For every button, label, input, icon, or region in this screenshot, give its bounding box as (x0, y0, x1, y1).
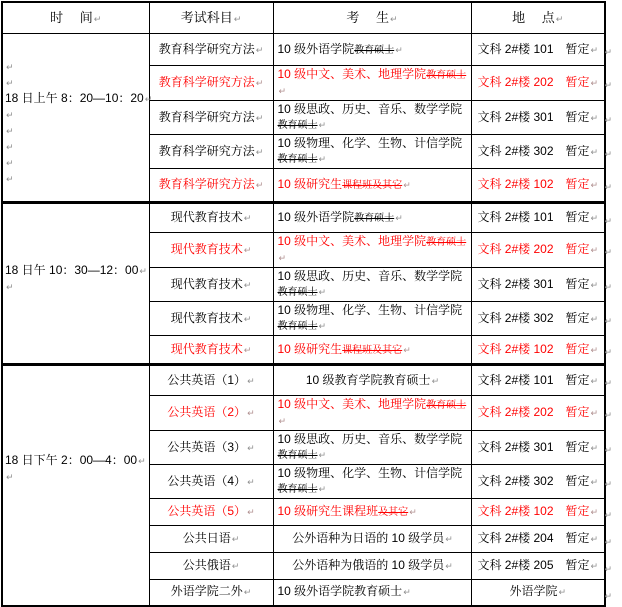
strikethrough-deleted-text: 教育硕士 (277, 154, 318, 165)
row-end-mark-icon: ↵ (604, 590, 612, 601)
col-header-subject (149, 2, 273, 34)
col-header-examinee-label: 考 生 (346, 9, 390, 25)
paragraph-mark-icon: ↵ (247, 476, 255, 487)
row-end-mark-icon: ↵ (604, 114, 612, 125)
paragraph-mark-icon: ↵ (243, 245, 252, 255)
subject-label: 公共英语（3） (167, 439, 247, 454)
paragraph-mark-icon: ↵ (139, 266, 147, 276)
time-cell-content (5, 204, 149, 294)
subject-cell (149, 465, 273, 499)
paragraph-mark-icon: ↵ (390, 13, 398, 24)
row-end-mark-icon: ↵ (604, 315, 612, 326)
paragraph-mark-icon: ↵ (590, 476, 599, 487)
strikethrough-deleted-text: 教育硕士 (277, 287, 318, 298)
col-header-location-label: 地 点 (512, 9, 555, 25)
subject-label: 现代教育技术 (170, 310, 243, 325)
paragraph-mark-icon: ↵ (247, 442, 255, 453)
examinee-cell (273, 431, 471, 465)
paragraph-mark-icon: ↵ (590, 313, 599, 324)
location-cell (471, 499, 612, 526)
subject-cell (149, 101, 273, 135)
strikethrough-deleted-text: 课程班及其它 (342, 180, 403, 191)
paragraph-mark-icon: ↵ (590, 44, 599, 55)
subject-cell (149, 203, 273, 233)
subject-label: 教育科学研究方法 (158, 75, 255, 89)
subject-label: 公共英语（4） (167, 473, 247, 488)
location-cell (471, 169, 612, 203)
examinee-cell (273, 396, 471, 431)
location-cell (471, 268, 612, 302)
time-cell-content (5, 366, 149, 484)
paragraph-mark-icon: ↵ (6, 472, 14, 482)
location-label: 文科 2#楼 202 暂定 (477, 242, 590, 256)
subject-cell (149, 526, 273, 553)
time-label-line (5, 262, 149, 278)
paragraph-mark-icon: ↵ (255, 146, 264, 157)
paragraph-mark-icon: ↵ (231, 561, 240, 571)
examinee-label: 10 级研究生 (277, 177, 343, 191)
paragraph-mark-icon: ↵ (233, 13, 242, 24)
table-row (2, 203, 605, 233)
paragraph-mark-icon: ↵ (255, 44, 264, 55)
location-cell (471, 431, 612, 465)
row-end-mark-icon: ↵ (604, 510, 612, 521)
examinee-cell (273, 465, 471, 499)
time-label-line (5, 90, 153, 106)
paragraph-mark-icon: ↵ (247, 375, 255, 386)
subject-label: 公共俄语 (182, 558, 231, 572)
location-cell (471, 203, 612, 233)
time-label: 18 日下午 2：00—4：00 (5, 453, 138, 467)
location-label: 文科 2#楼 204 暂定 (477, 531, 590, 545)
examinee-cell (273, 203, 471, 233)
empty-paragraph (5, 138, 149, 154)
strikethrough-deleted-text: 教育硕士 (277, 484, 318, 495)
paragraph-mark-icon: ↵ (395, 44, 403, 55)
location-label: 文科 2#楼 205 暂定 (477, 558, 590, 572)
examinee-label: 10 级思政、历史、音乐、数学学院 (277, 269, 463, 283)
location-label: 文科 2#楼 101 暂定 (477, 41, 590, 56)
time-label: 18 日午 10：30—12：00 (5, 263, 139, 277)
examinee-cell (273, 580, 471, 606)
strikethrough-deleted-text: 教育硕士 (277, 450, 318, 461)
examinee-label: 10 级教育学院教育硕士 (305, 372, 431, 387)
empty-paragraph (5, 154, 149, 170)
paragraph-mark-icon: ↵ (590, 534, 599, 544)
examinee-label: 10 级物理、化学、生物、计信学院 (277, 466, 463, 480)
time-cell-content (5, 34, 153, 186)
row-end-mark-icon: ↵ (604, 182, 612, 193)
examinee-cell (273, 34, 471, 66)
exam-schedule-table (1, 1, 612, 607)
paragraph-mark-icon: ↵ (255, 112, 264, 123)
location-cell (471, 553, 612, 580)
paragraph-mark-icon: ↵ (6, 158, 14, 168)
table-row (2, 365, 605, 396)
row-end-mark-icon: ↵ (604, 478, 612, 489)
strikethrough-deleted-text: 课程班及其它 (342, 344, 403, 356)
location-cell (471, 465, 612, 499)
paragraph-mark-icon: ↵ (144, 94, 153, 104)
paragraph-mark-icon: ↵ (318, 287, 327, 297)
examinee-label: 10 级中文、美术、地理学院 (277, 234, 427, 248)
paragraph-mark-icon: ↵ (590, 112, 599, 123)
subject-label: 教育科学研究方法 (158, 177, 255, 191)
paragraph-mark-icon: ↵ (590, 213, 599, 223)
paragraph-mark-icon: ↵ (6, 282, 14, 292)
location-label: 文科 2#楼 301 暂定 (477, 439, 590, 454)
location-label: 文科 2#楼 302 暂定 (477, 310, 590, 325)
paragraph-mark-icon: ↵ (278, 86, 287, 96)
location-cell (471, 302, 612, 336)
subject-label: 公共英语（2） (167, 405, 247, 419)
examinee-cell (273, 499, 471, 526)
paragraph-mark-icon: ↵ (409, 507, 417, 517)
schedule-body (2, 34, 612, 606)
paragraph-mark-icon: ↵ (590, 561, 599, 571)
examinee-label: 10 级外语学院教育硕士 (277, 584, 403, 599)
subject-label: 公共英语（5） (167, 504, 247, 518)
paragraph-mark-icon: ↵ (318, 450, 327, 460)
location-label: 文科 2#楼 102 暂定 (477, 341, 590, 356)
paragraph-mark-icon: ↵ (590, 146, 599, 157)
subject-cell (149, 499, 273, 526)
location-cell (471, 34, 612, 66)
paragraph-mark-icon: ↵ (243, 213, 252, 223)
paragraph-mark-icon: ↵ (318, 321, 327, 331)
empty-paragraph (5, 170, 149, 186)
paragraph-mark-icon: ↵ (318, 154, 327, 164)
row-end-mark-icon: ↵ (604, 46, 612, 57)
paragraph-mark-icon: ↵ (558, 587, 567, 598)
examinee-label: 公外语种为日语的 10 级学员 (292, 531, 445, 545)
paragraph-mark-icon: ↵ (590, 245, 599, 255)
paragraph-mark-icon: ↵ (590, 442, 599, 453)
paragraph-mark-icon: ↵ (243, 313, 252, 324)
empty-paragraph (5, 106, 149, 122)
subject-cell (149, 268, 273, 302)
subject-cell (149, 34, 273, 66)
examinee-label: 10 级中文、美术、地理学院 (277, 397, 427, 411)
col-header-subject-label: 考试科目 (180, 9, 233, 25)
row-end-mark-icon: ↵ (604, 537, 612, 548)
paragraph-mark-icon: ↵ (278, 416, 287, 426)
location-cell (471, 526, 612, 553)
subject-cell (149, 66, 273, 101)
examinee-cell (273, 336, 471, 365)
time-label-line (5, 452, 149, 468)
row-end-mark-icon: ↵ (604, 347, 612, 358)
location-label: 文科 2#楼 301 暂定 (477, 109, 590, 124)
row-end-mark-icon: ↵ (604, 409, 612, 420)
paragraph-mark-icon: ↵ (590, 375, 599, 386)
col-header-location (471, 2, 605, 34)
strikethrough-deleted-text: 教育硕士 (426, 70, 467, 81)
subject-label: 教育科学研究方法 (158, 41, 255, 56)
subject-label: 公共日语 (182, 531, 231, 545)
location-cell (471, 233, 612, 268)
strikethrough-deleted-text: 教育硕士 (277, 120, 318, 131)
examinee-cell (273, 268, 471, 302)
subject-label: 现代教育技术 (170, 341, 243, 356)
location-label: 文科 2#楼 301 暂定 (477, 276, 590, 291)
col-header-time (2, 2, 149, 34)
row-end-mark-icon: ↵ (604, 246, 612, 257)
examinee-cell (273, 101, 471, 135)
examinee-cell (273, 526, 471, 553)
location-label: 外语学院 (509, 584, 558, 599)
location-label: 文科 2#楼 102 暂定 (477, 504, 590, 518)
row-end-mark-icon: ↵ (604, 281, 612, 292)
subject-label: 教育科学研究方法 (158, 143, 255, 158)
subject-label: 外语学院二外 (170, 584, 243, 599)
strikethrough-deleted-text: 教育硕士 (354, 213, 395, 224)
examinee-label: 10 级外语学院 (277, 210, 355, 224)
paragraph-mark-icon: ↵ (247, 408, 255, 418)
location-cell (471, 66, 612, 101)
empty-paragraph (5, 122, 149, 138)
paragraph-mark-icon: ↵ (318, 120, 327, 130)
examinee-cell (273, 365, 471, 396)
examinee-label: 10 级思政、历史、音乐、数学学院 (277, 432, 463, 446)
time-cell (2, 203, 149, 365)
examinee-cell (273, 135, 471, 169)
paragraph-mark-icon: ↵ (6, 78, 14, 88)
paragraph-mark-icon: ↵ (243, 279, 252, 290)
paragraph-mark-icon: ↵ (6, 174, 14, 184)
row-end-mark-icon: ↵ (604, 215, 612, 226)
paragraph-mark-icon: ↵ (138, 456, 146, 466)
location-label: 文科 2#楼 302 暂定 (477, 473, 590, 488)
strikethrough-deleted-text: 教育硕士 (354, 44, 395, 56)
subject-label: 公共英语（1） (167, 372, 247, 387)
row-end-mark-icon: ↵ (604, 148, 612, 159)
paragraph-mark-icon: ↵ (403, 344, 411, 355)
paragraph-mark-icon: ↵ (403, 587, 411, 598)
location-label: 文科 2#楼 202 暂定 (477, 405, 590, 419)
subject-cell (149, 365, 273, 396)
subject-cell (149, 431, 273, 465)
location-label: 文科 2#楼 302 暂定 (477, 143, 590, 158)
examinee-label: 公外语种为俄语的 10 级学员 (292, 558, 445, 572)
location-label: 文科 2#楼 101 暂定 (477, 372, 590, 387)
paragraph-mark-icon: ↵ (93, 13, 102, 24)
examinee-label: 10 级思政、历史、音乐、数学学院 (277, 102, 463, 116)
examinee-label: 10 级外语学院 (277, 41, 355, 56)
paragraph-mark-icon: ↵ (247, 507, 255, 517)
examinee-label: 10 级研究生 (277, 341, 343, 356)
paragraph-mark-icon: ↵ (431, 375, 440, 386)
examinee-cell (273, 233, 471, 268)
paragraph-mark-icon: ↵ (555, 13, 564, 24)
subject-cell (149, 396, 273, 431)
paragraph-mark-icon: ↵ (6, 126, 14, 136)
subject-cell (149, 135, 273, 169)
location-cell (471, 365, 612, 396)
strikethrough-deleted-text: 教育硕士 (426, 237, 467, 248)
paragraph-mark-icon: ↵ (590, 279, 599, 290)
subject-cell (149, 233, 273, 268)
examinee-cell (273, 302, 471, 336)
header-row (2, 2, 605, 34)
subject-label: 现代教育技术 (170, 242, 243, 256)
paragraph-mark-icon: ↵ (403, 180, 411, 190)
time-cell (2, 365, 149, 606)
location-cell (471, 336, 612, 365)
subject-cell (149, 580, 273, 606)
paragraph-mark-icon: ↵ (255, 180, 264, 190)
row-end-mark-icon: ↵ (604, 378, 612, 389)
location-cell (471, 135, 612, 169)
location-label: 文科 2#楼 202 暂定 (477, 75, 590, 89)
examinee-cell (273, 553, 471, 580)
examinee-label: 10 级物理、化学、生物、计信学院 (277, 136, 463, 150)
examinee-cell (273, 66, 471, 101)
row-end-mark-icon: ↵ (604, 564, 612, 575)
paragraph-mark-icon: ↵ (590, 180, 599, 190)
paragraph-mark-icon: ↵ (590, 78, 599, 88)
location-cell (471, 396, 612, 431)
paragraph-mark-icon: ↵ (243, 344, 252, 355)
strikethrough-deleted-text: 教育硕士 (277, 321, 318, 332)
subject-label: 现代教育技术 (170, 210, 243, 224)
time-cell (2, 34, 153, 203)
col-header-examinee (273, 2, 471, 34)
paragraph-mark-icon: ↵ (231, 534, 240, 544)
location-cell (471, 101, 612, 135)
paragraph-mark-icon: ↵ (395, 213, 403, 223)
row-end-mark-icon: ↵ (604, 444, 612, 455)
subject-cell (149, 336, 273, 365)
paragraph-mark-icon: ↵ (590, 408, 599, 418)
empty-paragraph (5, 58, 149, 74)
paragraph-mark-icon: ↵ (243, 587, 252, 598)
paragraph-mark-icon: ↵ (590, 344, 599, 355)
examinee-label: 10 级中文、美术、地理学院 (277, 67, 427, 81)
strikethrough-deleted-text: 教育硕士 (426, 400, 467, 411)
subject-cell (149, 553, 273, 580)
subject-label: 现代教育技术 (170, 276, 243, 291)
location-label: 文科 2#楼 102 暂定 (477, 177, 590, 191)
paragraph-mark-icon: ↵ (6, 110, 14, 120)
location-cell (471, 580, 612, 606)
paragraph-mark-icon: ↵ (445, 561, 453, 571)
paragraph-mark-icon: ↵ (590, 507, 599, 517)
location-label: 文科 2#楼 101 暂定 (477, 210, 590, 224)
empty-paragraph (5, 278, 149, 294)
strikethrough-deleted-text: 及其它 (378, 507, 409, 518)
examinee-label: 10 级研究生课程班 (277, 504, 379, 518)
time-label: 18 日上午 8：20—10：20 (5, 91, 144, 105)
paragraph-mark-icon: ↵ (318, 484, 327, 494)
subject-cell (149, 302, 273, 336)
empty-paragraph (5, 74, 149, 90)
subject-label: 教育科学研究方法 (158, 109, 255, 124)
col-header-time-label: 时 间 (50, 9, 93, 25)
table-row (2, 34, 605, 66)
empty-paragraph (5, 468, 149, 484)
paragraph-mark-icon: ↵ (278, 253, 287, 263)
subject-cell (149, 169, 273, 203)
examinee-cell (273, 169, 471, 203)
examinee-label: 10 级物理、化学、生物、计信学院 (277, 303, 463, 317)
paragraph-mark-icon: ↵ (255, 78, 264, 88)
row-end-mark-icon: ↵ (604, 79, 612, 90)
paragraph-mark-icon: ↵ (6, 142, 14, 152)
paragraph-mark-icon: ↵ (445, 534, 453, 544)
paragraph-mark-icon: ↵ (6, 62, 14, 72)
